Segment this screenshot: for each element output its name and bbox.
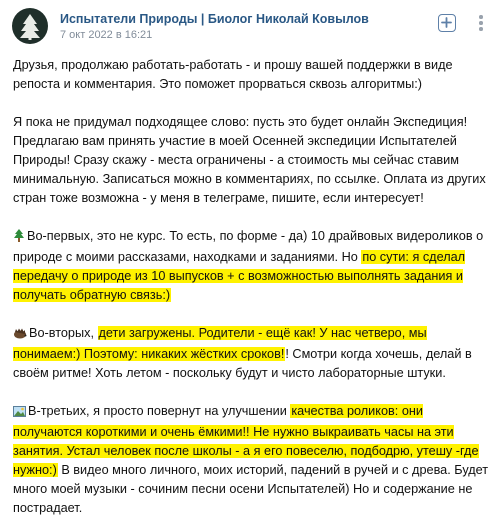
tree-logo-icon[interactable]	[12, 8, 48, 44]
highlight-4: дети загружены. Родители - ещё как! У нас четверо, мы понимаем:) Поэтому: никаких жёстких сроков!	[13, 326, 427, 361]
vertical-dots-icon[interactable]	[470, 12, 492, 34]
group-name-link[interactable]: Испытатели Природы | Биолог Николай Ковылов	[60, 12, 369, 26]
hedgehog-emoji-icon	[13, 326, 27, 345]
paragraph-5-text-b: В видео много личного, моих историй, падений в ручей и с древа. Будет много моей музыки - сочиним песни осени Испытателей) Но и содержание не пострадает.	[13, 463, 489, 515]
paragraph-1: Друзья, продолжаю работать-работать - и прошу вашей поддержки в виде репоста и комментария. Это поможет прорваться сквозь алгоритмы:)	[13, 58, 453, 91]
highlight-3: по сути: я сделал передачу о природе из 10 выпусков + с возможностью выполнять задания и получать обратную связь:)	[13, 250, 466, 302]
highlight-5: качества роликов: они получаются короткими и очень ёмкими!! Не нужно выкраивать часы на эти занятия. Устал человек после школы - а я его повеселю, подбодрю, утешу -где нужно:)	[13, 404, 479, 477]
paragraph-4	[13, 324, 493, 383]
paragraph-4-text-b: ! Смотри когда хочешь, делай в своём ритме! Хоть летом - поскольку будут и чисто лабораторные штуки.	[13, 347, 472, 380]
paragraph-3	[13, 227, 493, 305]
post-date[interactable]: 7 окт 2022 в 16:21	[60, 29, 153, 41]
post-text	[13, 56, 493, 518]
plus-square-icon[interactable]	[438, 14, 456, 32]
paragraph-2: Я пока не придумал подходящее слово: пусть это будет онлайн Экспедиция! Предлагаю вам принять участие в моей Осенней экспедиции Испытателей Природы! Сразу скажу - места ограничены - а стоимость мы сейчас ставим минимальную. Записаться можно в комментариях, по ссылке. Оплата из других стран тоже возможна - у меня в телеграме, пишите, если интересует!	[13, 115, 486, 205]
paragraph-5-text-a: В-третьих, я просто повернут на улучшении	[28, 404, 291, 418]
picture-emoji-icon	[13, 404, 26, 423]
paragraph-3-text: Во-первых, это не курс. То есть, по форме - да) 10 драйвовых видероликов о природе с моими рассказами, находками и заданиями. Но	[13, 229, 484, 264]
paragraph-5	[13, 402, 493, 518]
paragraph-4-text-a: Во-вторых,	[29, 326, 98, 340]
post-header	[0, 0, 500, 52]
tree-emoji-icon	[13, 229, 25, 248]
